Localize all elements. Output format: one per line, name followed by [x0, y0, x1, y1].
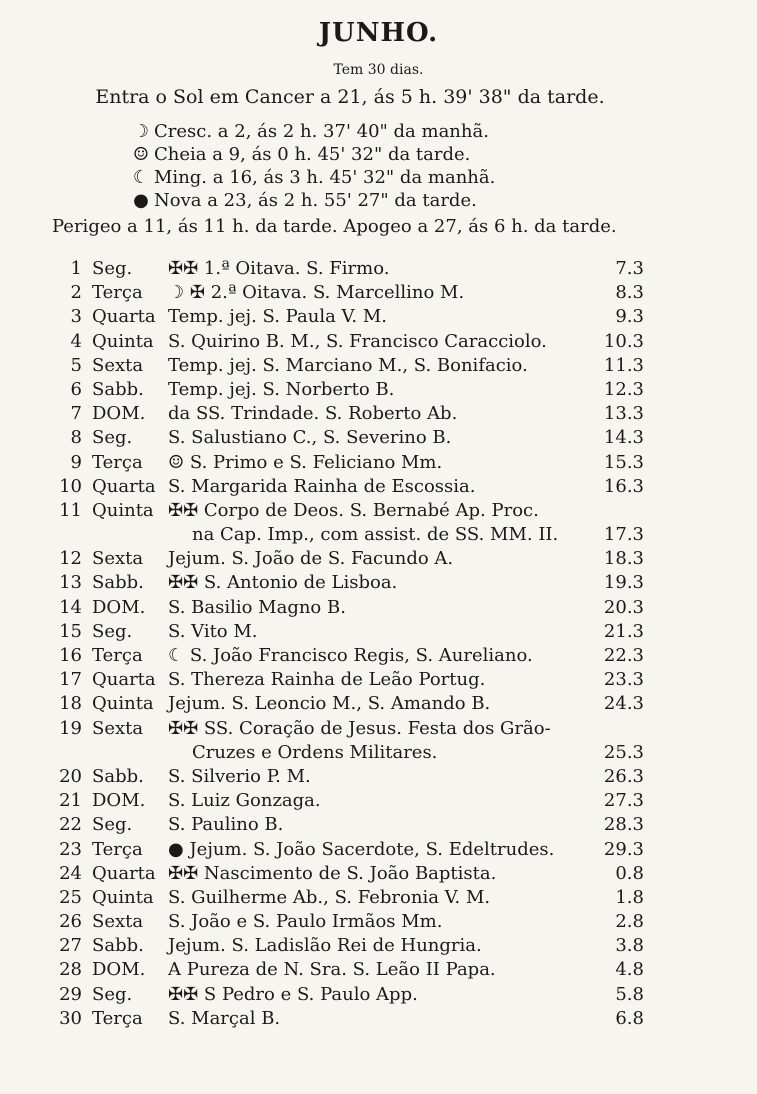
day-text: 2.ª Oitava. S. Marcellino M.: [210, 282, 465, 304]
day-number: 13: [59, 572, 82, 594]
day-description: [168, 476, 475, 497]
feast-icon: ☾: [168, 645, 185, 666]
day-row: [0, 379, 757, 403]
day-number: 30: [59, 1007, 82, 1029]
day-value: 12.3: [603, 378, 644, 400]
day-row: [0, 427, 757, 451]
phase-text: Cresc. a 2, ás 2 h. 37' 40" da manhã.: [154, 121, 489, 142]
day-value: 0.8: [615, 862, 644, 884]
day-text: Jejum. S. João Sacerdote, S. Edeltrudes.: [189, 838, 555, 860]
day-number: 8: [70, 427, 82, 449]
day-description: [168, 452, 442, 473]
phase-row: [128, 120, 495, 143]
weekday: Sabb.: [92, 572, 144, 594]
day-description: [168, 984, 418, 1005]
weekday: Sabb.: [92, 765, 144, 787]
day-description: [168, 645, 533, 666]
day-row: [0, 597, 757, 621]
weekday: Quarta: [92, 862, 156, 884]
day-row: [0, 718, 757, 742]
day-text: Nascimento de S. João Baptista.: [203, 862, 497, 884]
day-text: S. Salustiano C., S. Severino B.: [168, 427, 452, 449]
day-description: [168, 839, 554, 860]
day-value: 17.3: [603, 524, 644, 546]
day-text: Jejum. S. Leoncio M., S. Amando B.: [168, 693, 491, 715]
day-description: [168, 718, 551, 739]
day-text: Cruzes e Ordens Militares.: [192, 741, 438, 763]
day-value: 10.3: [603, 330, 644, 352]
feast-icon: ✠✠: [168, 258, 199, 279]
page-title: JUNHO.: [318, 18, 439, 48]
day-number: 26: [59, 911, 82, 933]
phase-text: Cheia a 9, ás 0 h. 45' 32" da tarde.: [154, 144, 471, 165]
day-value: 26.3: [603, 765, 644, 787]
weekday: Quinta: [92, 693, 154, 715]
day-text: Temp. jej. S. Paula V. M.: [168, 306, 387, 328]
day-row: [0, 839, 757, 863]
moon-phase-icon: ●: [133, 190, 149, 211]
weekday: Seg.: [92, 983, 133, 1005]
day-number: 14: [59, 596, 82, 618]
day-text: 1.ª Oitava. S. Firmo.: [203, 258, 390, 279]
phase-row: [128, 166, 495, 189]
day-row: [0, 693, 757, 717]
day-description: [168, 306, 387, 327]
day-text: S. Quirino B. M., S. Francisco Caracciolo.: [168, 330, 547, 352]
feast-icon: ●: [168, 838, 184, 860]
phase-row: [128, 189, 495, 212]
day-value: 1.8: [615, 886, 644, 908]
day-row: [0, 790, 757, 814]
day-row: [0, 331, 757, 355]
day-value: 22.3: [603, 645, 644, 666]
day-value: 3.8: [615, 935, 644, 957]
weekday: Sexta: [92, 354, 144, 376]
day-row: [0, 500, 757, 524]
day-value: 15.3: [603, 451, 644, 473]
day-text: S Pedro e S. Paulo App.: [203, 983, 418, 1005]
day-row: [0, 476, 757, 500]
day-number: 23: [59, 838, 82, 860]
day-text: S. Luiz Gonzaga.: [168, 790, 321, 812]
phase-text: Ming. a 16, ás 3 h. 45' 32" da manhã.: [154, 167, 496, 188]
day-description: [168, 814, 283, 835]
day-value: 7.3: [615, 258, 644, 279]
weekday: Seg.: [92, 258, 133, 279]
day-number: 16: [59, 645, 82, 666]
days-list: [0, 258, 757, 1032]
day-number: 27: [59, 935, 82, 957]
day-value: 5.8: [615, 983, 644, 1005]
day-value: 29.3: [603, 838, 644, 860]
weekday: Quarta: [92, 475, 156, 497]
day-text: Corpo de Deos. S. Bernabé Ap. Proc.: [203, 499, 539, 521]
weekday: Sexta: [92, 717, 144, 739]
day-description: [168, 621, 258, 642]
day-description: [168, 403, 457, 424]
day-row: [0, 452, 757, 476]
day-row: [0, 282, 757, 306]
weekday: Quarta: [92, 669, 156, 691]
day-value: 16.3: [603, 475, 644, 497]
day-row: [0, 984, 757, 1008]
day-row: [0, 548, 757, 572]
day-number: 1: [70, 258, 82, 279]
day-text: na Cap. Imp., com assist. de SS. MM. II.: [192, 524, 559, 546]
day-description: [168, 911, 442, 932]
day-description: [168, 790, 321, 811]
day-value: 8.3: [615, 282, 644, 304]
phase-text: Nova a 23, ás 2 h. 55' 27" da tarde.: [154, 190, 477, 211]
day-value: 27.3: [603, 790, 644, 812]
feast-icon: ✠✠: [168, 717, 199, 739]
day-text: Jejum. S. Ladislão Rei de Hungria.: [168, 935, 482, 957]
day-number: 25: [59, 886, 82, 908]
weekday: Quarta: [92, 306, 156, 328]
feast-icon: ☺: [168, 451, 185, 473]
day-description: [168, 258, 389, 279]
day-description: [168, 331, 547, 352]
weekday: Quinta: [92, 330, 154, 352]
day-description: [168, 766, 311, 787]
day-text: S. Primo e S. Feliciano Mm.: [189, 451, 443, 473]
day-value: 13.3: [603, 403, 644, 425]
day-value: 4.8: [615, 959, 644, 981]
day-text: S. Antonio de Lisboa.: [203, 572, 398, 594]
day-row: [0, 911, 757, 935]
day-text: S. João e S. Paulo Irmãos Mm.: [168, 911, 443, 933]
day-text: S. Guilherme Ab., S. Febronia V. M.: [168, 886, 491, 908]
day-description: [168, 355, 528, 376]
day-number: 9: [70, 451, 82, 473]
day-number: 4: [70, 330, 82, 352]
day-row: [0, 306, 757, 330]
day-number: 17: [59, 669, 82, 691]
feast-icon: ✠✠: [168, 572, 199, 594]
weekday: Seg.: [92, 620, 133, 642]
day-value: 14.3: [603, 427, 644, 449]
day-row: [0, 621, 757, 645]
day-number: 11: [59, 499, 82, 521]
weekday: Seg.: [92, 427, 133, 449]
day-text: Temp. jej. S. Marciano M., S. Bonifacio.: [168, 354, 528, 376]
day-text: Temp. jej. S. Norberto B.: [168, 378, 395, 400]
day-number: 21: [59, 790, 82, 812]
day-row: [0, 1008, 757, 1032]
day-description: [168, 863, 496, 884]
day-row: [0, 669, 757, 693]
day-number: 5: [70, 354, 82, 376]
weekday: Sabb.: [92, 378, 144, 400]
day-value: 11.3: [603, 354, 644, 376]
weekday: Terça: [92, 451, 143, 473]
day-row: [0, 935, 757, 959]
day-value: 23.3: [603, 669, 644, 691]
day-text: S. Thereza Rainha de Leão Portug.: [168, 669, 486, 691]
day-row-continuation: [0, 742, 757, 766]
day-row: [0, 572, 757, 596]
page-subtitle: Tem 30 dias.: [333, 62, 424, 78]
moon-phase-icon: ☽: [132, 121, 150, 142]
day-value: 2.8: [615, 911, 644, 933]
day-description: [168, 379, 394, 400]
day-text: S. Basilio Magno B.: [168, 596, 346, 618]
weekday: Terça: [92, 838, 143, 860]
day-row-continuation: [0, 524, 757, 548]
day-number: 28: [59, 959, 82, 981]
day-value: 25.3: [603, 741, 644, 763]
weekday: Seg.: [92, 814, 133, 836]
day-row: [0, 403, 757, 427]
feast-icon: ✠✠: [168, 862, 199, 884]
day-row: [0, 766, 757, 790]
weekday: Terça: [92, 1007, 143, 1029]
day-value: 6.8: [615, 1007, 644, 1029]
day-number: 12: [59, 548, 82, 570]
day-number: 6: [70, 378, 82, 400]
day-number: 24: [59, 862, 82, 884]
day-row: [0, 645, 757, 669]
day-value: 19.3: [603, 572, 644, 594]
weekday: DOM.: [92, 403, 146, 425]
day-text: A Pureza de N. Sra. S. Leão II Papa.: [168, 959, 496, 981]
day-row: [0, 814, 757, 838]
day-description: [168, 959, 496, 980]
perigee-apogee-line: Perigeo a 11, ás 11 h. da tarde. Apogeo a 27, ás 6 h. da tarde.: [52, 216, 617, 237]
weekday: Quinta: [92, 886, 154, 908]
day-number: 10: [59, 475, 82, 497]
weekday: Sexta: [92, 911, 144, 933]
weekday: DOM.: [92, 790, 146, 812]
day-description: [168, 597, 346, 618]
day-value: 9.3: [615, 306, 644, 328]
day-value: 21.3: [603, 620, 644, 642]
day-text: Jejum. S. João de S. Facundo A.: [168, 548, 454, 570]
day-description: [168, 887, 490, 908]
weekday: Sexta: [92, 548, 144, 570]
day-row: [0, 887, 757, 911]
day-number: 20: [59, 765, 82, 787]
day-number: 22: [59, 814, 82, 836]
day-row: [0, 959, 757, 983]
day-text: SS. Coração de Jesus. Festa dos Grão-: [203, 717, 551, 739]
day-number: 18: [59, 693, 82, 715]
day-value: 28.3: [603, 814, 644, 836]
day-text: S. Paulino B.: [168, 814, 284, 836]
day-number: 3: [70, 306, 82, 328]
day-description: [168, 500, 539, 521]
day-description: [168, 669, 485, 690]
day-text: S. Vito M.: [168, 620, 258, 642]
day-description: [168, 548, 453, 569]
day-description: [168, 427, 451, 448]
weekday: Terça: [92, 282, 143, 304]
day-description: [168, 572, 397, 593]
phase-row: [128, 143, 495, 166]
day-number: 2: [70, 282, 82, 304]
day-description: [168, 282, 464, 303]
day-text: S. Margarida Rainha de Escossia.: [168, 475, 476, 497]
day-text: S. Marçal B.: [168, 1007, 281, 1029]
day-number: 29: [59, 983, 82, 1005]
day-description: [192, 524, 558, 545]
feast-icon: ✠✠: [168, 499, 199, 521]
feast-icon: ✠✠: [168, 983, 199, 1005]
day-text: da SS. Trindade. S. Roberto Ab.: [168, 403, 458, 425]
day-value: 18.3: [603, 548, 644, 570]
day-number: 15: [59, 620, 82, 642]
moon-phase-icon: ☾: [132, 167, 150, 188]
day-description: [192, 742, 437, 763]
weekday: Quinta: [92, 499, 154, 521]
day-value: 20.3: [603, 596, 644, 618]
day-description: [168, 693, 490, 714]
day-value: 24.3: [603, 693, 644, 715]
feast-icon: ☽ ✠: [168, 282, 205, 304]
moon-phase-icon: ☺: [132, 144, 150, 165]
day-number: 7: [70, 403, 82, 425]
day-number: 19: [59, 717, 82, 739]
day-description: [168, 935, 482, 956]
weekday: DOM.: [92, 959, 146, 981]
weekday: Terça: [92, 645, 143, 666]
day-row: [0, 258, 757, 282]
day-text: S. João Francisco Regis, S. Aureliano.: [189, 645, 533, 666]
day-text: S. Silverio P. M.: [168, 765, 311, 787]
day-row: [0, 863, 757, 887]
weekday: Sabb.: [92, 935, 144, 957]
day-description: [168, 1008, 280, 1029]
weekday: DOM.: [92, 596, 146, 618]
moon-phases: [128, 120, 495, 212]
day-row: [0, 355, 757, 379]
sun-entry-line: Entra o Sol em Cancer a 21, ás 5 h. 39' 38" da tarde.: [95, 86, 605, 108]
